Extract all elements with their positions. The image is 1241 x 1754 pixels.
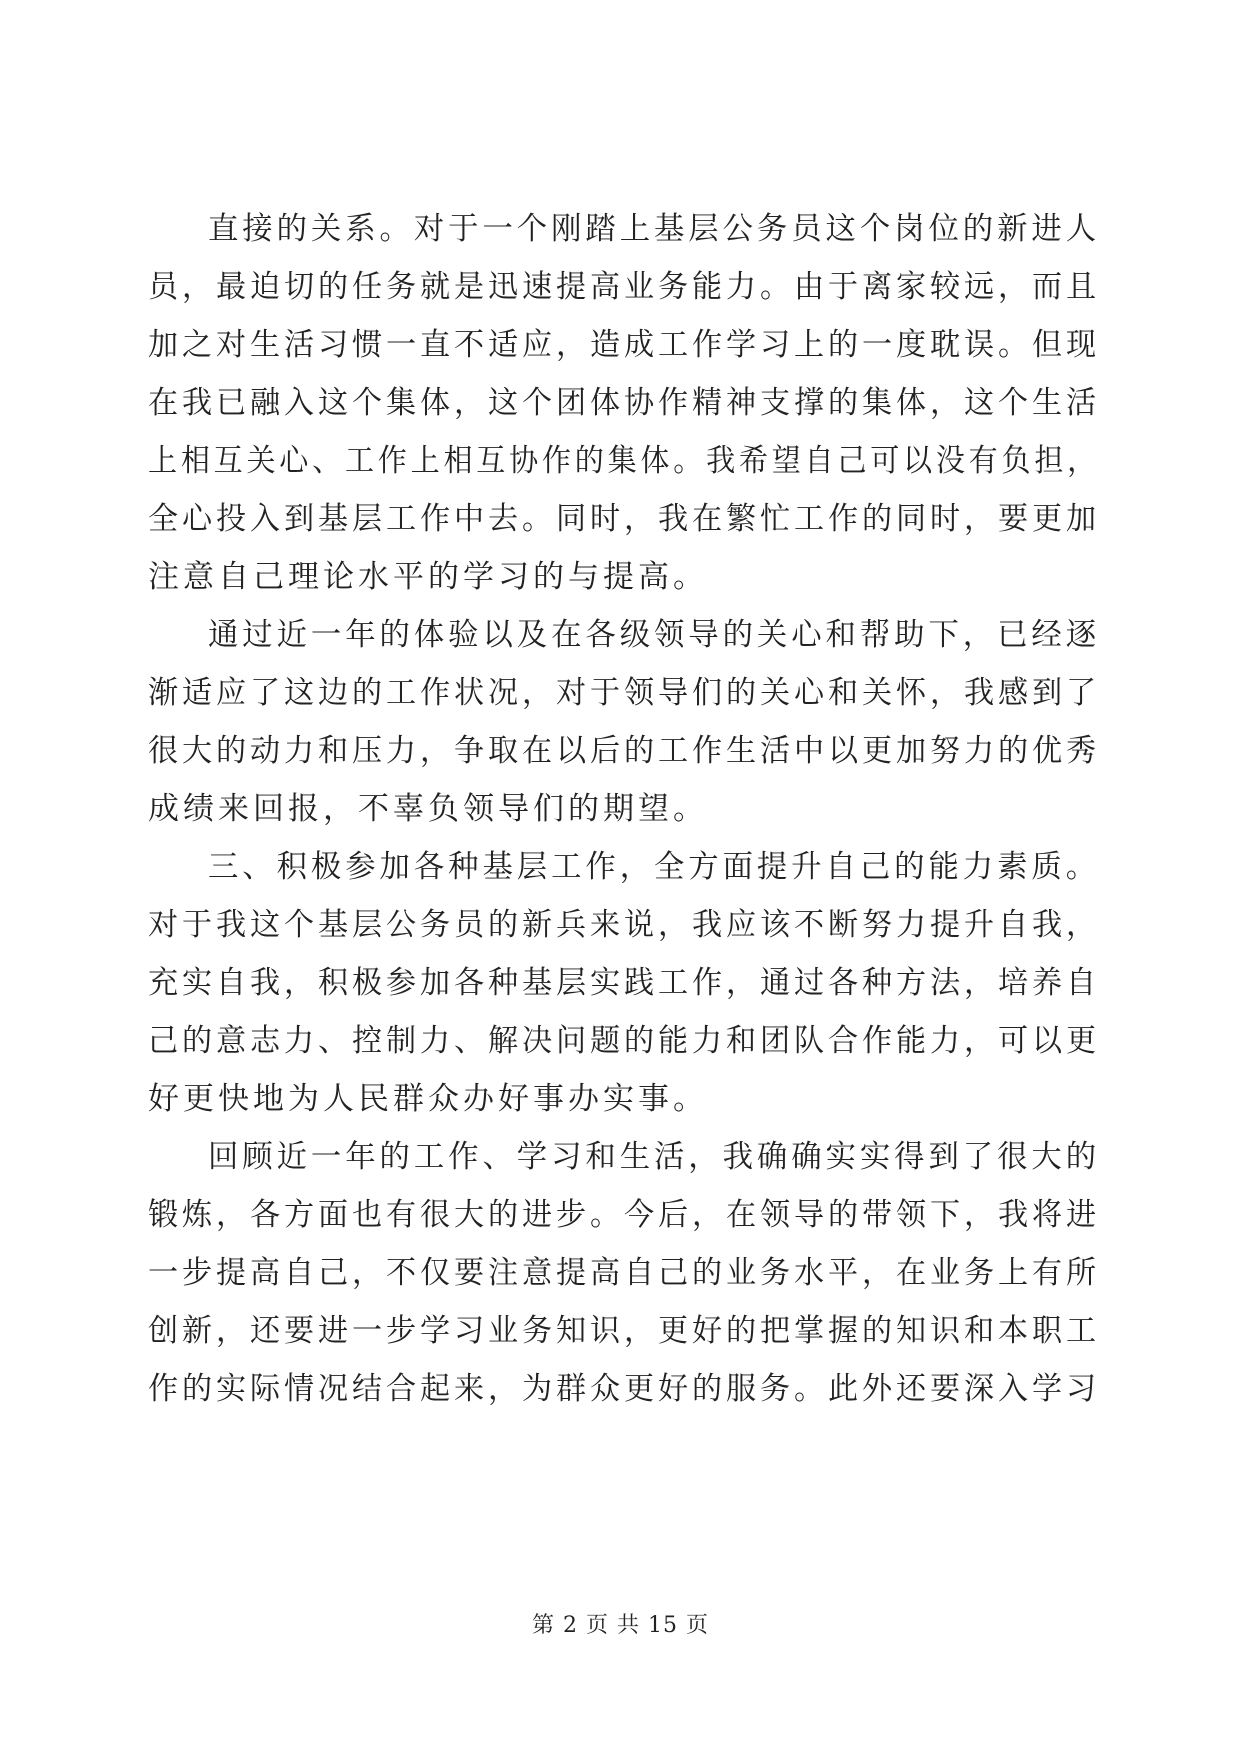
- text-line: [0, 1068, 1241, 1130]
- text-line-content: 很大的动力和压力，争取在以后的工作生活中以更加努力的优秀: [148, 733, 1100, 769]
- text-line-content: 成绩来回报，不辜负领导们的期望。: [148, 791, 708, 827]
- text-line: [0, 604, 1241, 666]
- text-line: [0, 1010, 1241, 1072]
- text-line-content: 创新，还要进一步学习业务知识，更好的把掌握的知识和本职工: [148, 1313, 1100, 1349]
- text-line-content: 全心投入到基层工作中去。同时，我在繁忙工作的同时，要更加: [148, 501, 1100, 537]
- text-line-content: 一步提高自己，不仅要注意提高自己的业务水平，在业务上有所: [148, 1255, 1100, 1291]
- text-line-content: 在我已融入这个集体，这个团体协作精神支撑的集体，这个生活: [148, 385, 1100, 421]
- text-line-content: 上相互关心、工作上相互协作的集体。我希望自己可以没有负担，: [148, 443, 1100, 479]
- text-line: [0, 1184, 1241, 1246]
- text-line: [0, 1358, 1241, 1420]
- text-line-content: 锻炼，各方面也有很大的进步。今后，在领导的带领下，我将进: [148, 1197, 1100, 1233]
- text-line-content: 三、积极参加各种基层工作，全方面提升自己的能力素质。: [208, 849, 1100, 885]
- text-line-content: 充实自我，积极参加各种基层实践工作，通过各种方法，培养自: [148, 965, 1100, 1001]
- text-line: [0, 952, 1241, 1014]
- text-line: [0, 836, 1241, 898]
- text-line: [0, 256, 1241, 318]
- text-line: [0, 314, 1241, 376]
- text-line-content: 注意自己理论水平的学习的与提高。: [148, 559, 708, 595]
- page-number-footer: 第 2 页 共 15 页: [532, 1613, 709, 1638]
- text-line: [0, 546, 1241, 608]
- text-line: [0, 778, 1241, 840]
- text-line-content: 通过近一年的体验以及在各级领导的关心和帮助下，已经逐: [208, 617, 1100, 653]
- text-line-content: 回顾近一年的工作、学习和生活，我确确实实得到了很大的: [208, 1139, 1100, 1175]
- text-line: [0, 1126, 1241, 1188]
- text-line: [0, 372, 1241, 434]
- text-line-content: 加之对生活习惯一直不适应，造成工作学习上的一度耽误。但现: [148, 327, 1100, 363]
- text-line: [0, 488, 1241, 550]
- text-line: [0, 1242, 1241, 1304]
- text-line: [0, 894, 1241, 956]
- text-line-content: 渐适应了这边的工作状况，对于领导们的关心和关怀，我感到了: [148, 675, 1100, 711]
- text-line: [0, 198, 1241, 260]
- text-line: [0, 720, 1241, 782]
- text-line-content: 对于我这个基层公务员的新兵来说，我应该不断努力提升自我，: [148, 907, 1100, 943]
- text-line: [0, 662, 1241, 724]
- text-line-content: 员，最迫切的任务就是迅速提高业务能力。由于离家较远，而且: [148, 269, 1100, 305]
- text-line-content: 作的实际情况结合起来，为群众更好的服务。此外还要深入学习: [148, 1371, 1100, 1407]
- text-line-content: 直接的关系。对于一个刚踏上基层公务员这个岗位的新进人: [208, 211, 1100, 247]
- text-line: [0, 430, 1241, 492]
- text-line-content: 好更快地为人民群众办好事办实事。: [148, 1081, 708, 1117]
- text-line-content: 己的意志力、控制力、解决问题的能力和团队合作能力，可以更: [148, 1023, 1100, 1059]
- text-line: [0, 1300, 1241, 1362]
